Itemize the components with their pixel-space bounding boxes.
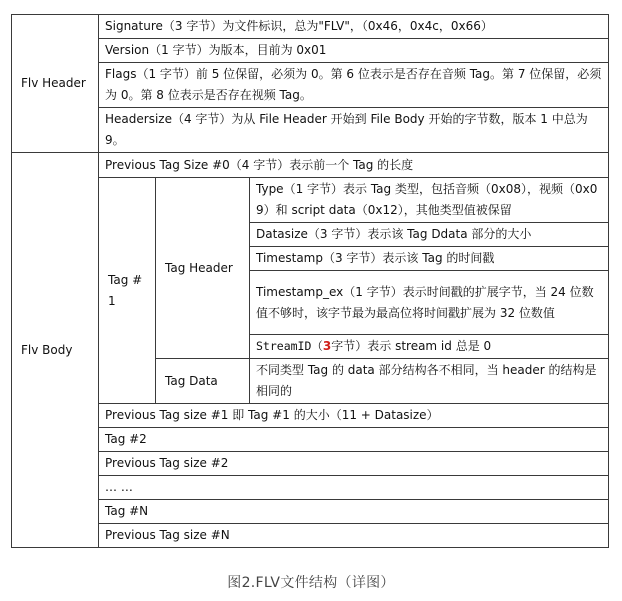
table-row — [12, 524, 609, 548]
table-row — [12, 428, 609, 452]
tag2-cell: Tag #2 — [99, 428, 609, 452]
table-row — [12, 15, 609, 39]
headersize-cell: Headersize（4 字节）为从 File Header 开始到 File Body 开始的字节数，版本 1 中总为 9。 — [99, 108, 609, 153]
tag1-label: Tag #1 — [99, 178, 156, 404]
table-row — [12, 153, 609, 178]
flv-body-label: Flv Body — [12, 153, 99, 548]
figure-caption: 图2.FLV文件结构（详图） — [227, 575, 395, 591]
prev-tag-size-0-cell: Previous Tag Size #0（4 字节）表示前一个 Tag 的长度 — [99, 153, 609, 178]
table-row — [12, 476, 609, 500]
flv-header-label: Flv Header — [12, 15, 99, 153]
table-row — [12, 500, 609, 524]
tagN-cell: Tag #N — [99, 500, 609, 524]
streamid-number: 3 — [322, 339, 332, 353]
flags-cell: Flags（1 字节）前 5 位保留，必须为 0。第 6 位表示是否存在音频 Tag。第 7 位保留，必须为 0。第 8 位表示是否存在视频 Tag。 — [99, 63, 609, 108]
type-cell: Type（1 字节）表示 Tag 类型，包括音频（0x08），视频（0x09）和 script data（0x12），其他类型值被保留 — [250, 178, 609, 223]
table-row — [12, 178, 609, 223]
prev-tag-size-1-cell: Previous Tag size #1 即 Tag #1 的大小（11 + Datasize） — [99, 404, 609, 428]
timestamp-cell: Timestamp（3 字节）表示该 Tag 的时间戳 — [250, 247, 609, 271]
datasize-cell: Datasize（3 字节）表示该 Tag Ddata 部分的大小 — [250, 223, 609, 247]
version-cell: Version（1 字节）为版本，目前为 0x01 — [99, 39, 609, 63]
ellipsis-cell: … … — [99, 476, 609, 500]
streamid-prefix: StreamID（ — [256, 339, 323, 353]
tag-data-cell: 不同类型 Tag 的 data 部分结构各不相同，当 header 的结构是相同的 — [250, 359, 609, 404]
table-row — [12, 39, 609, 63]
table-row — [12, 452, 609, 476]
table-row — [12, 404, 609, 428]
signature-cell: Signature（3 字节）为文件标识，总为"FLV"，（0x46，0x4c，0x66） — [99, 15, 609, 39]
table-row — [12, 108, 609, 153]
prev-tag-size-N-cell: Previous Tag size #N — [99, 524, 609, 548]
tag-data-label: Tag Data — [156, 359, 250, 404]
tag-header-label: Tag Header — [156, 178, 250, 359]
streamid-suffix: 字节）表示 stream id 总是 0 — [331, 339, 492, 353]
streamid-cell — [250, 335, 609, 359]
timestamp-ex-cell: Timestamp_ex（1 字节）表示时间戳的扩展字节，当 24 位数值不够时，该字节最为最高位将时间戳扩展为 32 位数值 — [250, 271, 609, 335]
table-row — [12, 63, 609, 108]
flv-structure-table — [11, 14, 609, 548]
prev-tag-size-2-cell: Previous Tag size #2 — [99, 452, 609, 476]
